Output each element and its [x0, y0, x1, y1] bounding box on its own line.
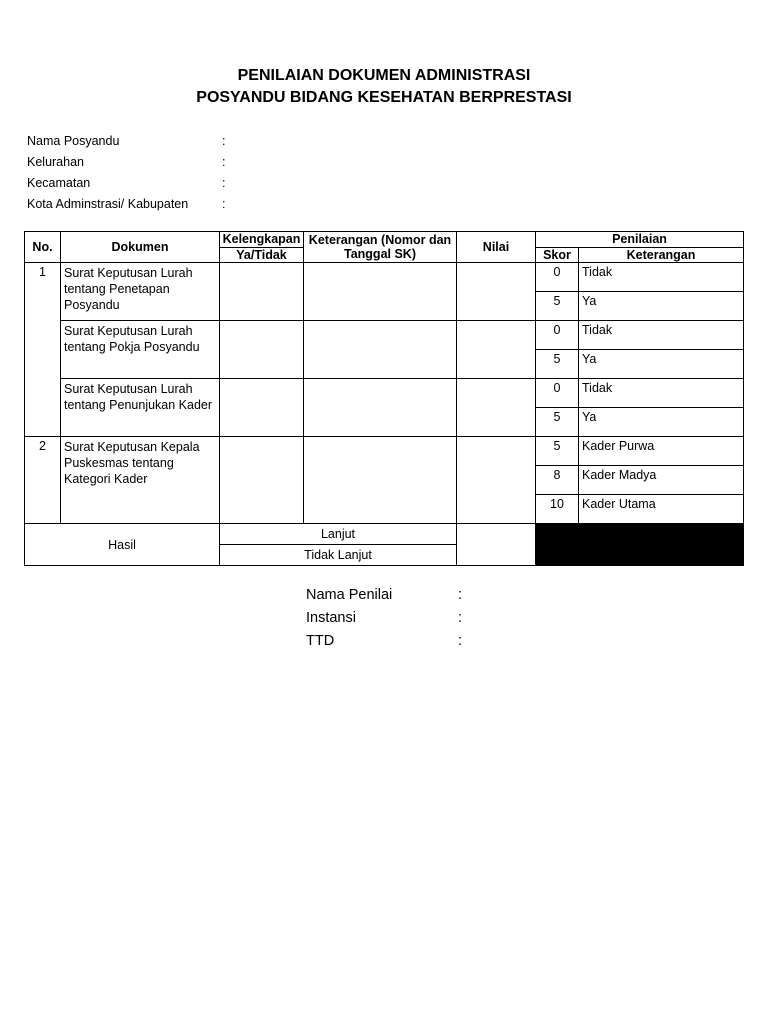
document-title-line-2: POSYANDU BIDANG KESEHATAN BERPRESTASI	[196, 89, 572, 106]
score-value: 5	[536, 437, 579, 466]
field-colon: :	[222, 197, 226, 211]
field-label: TTD	[306, 633, 335, 649]
field-nama-penilai	[306, 584, 506, 607]
nilai-cell[interactable]	[457, 379, 536, 437]
field-colon: :	[222, 155, 226, 169]
field-colon: :	[458, 587, 463, 603]
field-label: Nama Penilai	[306, 587, 393, 603]
score-description: Tidak	[579, 321, 744, 350]
signature-block	[306, 584, 506, 653]
header-no: No.	[25, 232, 61, 263]
score-description: Kader Purwa	[579, 437, 744, 466]
field-label: Kota Adminstrasi/ Kabupaten	[27, 197, 189, 211]
option-lanjut[interactable]: Lanjut	[220, 524, 457, 545]
header-keterangan: Keterangan (Nomor dan Tanggal SK)	[304, 232, 457, 263]
score-description: Ya	[579, 408, 744, 437]
field-label: Kelurahan	[27, 155, 84, 169]
option-tidak-lanjut[interactable]: Tidak Lanjut	[220, 545, 457, 566]
nilai-cell[interactable]	[457, 321, 536, 379]
score-description: Tidak	[579, 263, 744, 292]
document-name: Surat Keputusan Lurah tentang Pokja Posyandu	[61, 321, 220, 379]
keterangan-cell[interactable]	[304, 379, 457, 437]
score-value: 5	[536, 292, 579, 321]
field-label: Kecamatan	[27, 176, 91, 190]
nilai-cell[interactable]	[457, 263, 536, 321]
nilai-cell[interactable]	[457, 437, 536, 524]
document-name: Surat Keputusan Lurah tentang Penunjukan Kader	[61, 379, 220, 437]
field-colon: :	[458, 633, 463, 649]
field-kecamatan	[27, 173, 327, 194]
row-number: 1	[25, 263, 61, 437]
field-colon: :	[458, 610, 463, 626]
score-value: 0	[536, 321, 579, 350]
score-description: Ya	[579, 292, 744, 321]
header-kelengkapan: Kelengkapan	[220, 232, 304, 248]
kelengkapan-cell[interactable]	[220, 321, 304, 379]
header-penilaian: Penilaian	[536, 232, 744, 248]
header-dokumen: Dokumen	[61, 232, 220, 263]
kelengkapan-cell[interactable]	[220, 379, 304, 437]
header-nilai: Nilai	[457, 232, 536, 263]
kelengkapan-cell[interactable]	[220, 437, 304, 524]
document-name: Surat Keputusan Kepala Puskesmas tentang Kategori Kader	[61, 437, 220, 524]
field-nama-posyandu	[27, 131, 327, 152]
score-value: 8	[536, 466, 579, 495]
header-ket: Keterangan	[579, 248, 744, 263]
score-description: Kader Madya	[579, 466, 744, 495]
hasil-nilai-cell[interactable]	[457, 524, 536, 566]
field-instansi	[306, 607, 506, 630]
score-description: Ya	[579, 350, 744, 379]
field-ttd	[306, 630, 506, 653]
keterangan-cell[interactable]	[304, 263, 457, 321]
document-title-line-1: PENILAIAN DOKUMEN ADMINISTRASI	[237, 67, 531, 84]
identity-fields	[27, 131, 327, 215]
kelengkapan-cell[interactable]	[220, 263, 304, 321]
field-kelurahan	[27, 152, 327, 173]
blacked-out-cell	[536, 524, 744, 566]
hasil-label: Hasil	[25, 524, 220, 566]
score-value: 10	[536, 495, 579, 524]
field-colon: :	[222, 176, 226, 190]
keterangan-cell[interactable]	[304, 437, 457, 524]
score-description: Kader Utama	[579, 495, 744, 524]
score-value: 0	[536, 379, 579, 408]
header-ya-tidak: Ya/Tidak	[220, 248, 304, 263]
score-value: 0	[536, 263, 579, 292]
assessment-table	[24, 231, 744, 566]
score-value: 5	[536, 408, 579, 437]
score-value: 5	[536, 350, 579, 379]
field-kota-kabupaten	[27, 194, 327, 215]
score-description: Tidak	[579, 379, 744, 408]
field-label: Instansi	[306, 610, 356, 626]
header-skor: Skor	[536, 248, 579, 263]
field-label: Nama Posyandu	[27, 134, 120, 148]
keterangan-cell[interactable]	[304, 321, 457, 379]
document-name: Surat Keputusan Lurah tentang Penetapan Posyandu	[61, 263, 220, 321]
field-colon: :	[222, 134, 226, 148]
row-number: 2	[25, 437, 61, 524]
